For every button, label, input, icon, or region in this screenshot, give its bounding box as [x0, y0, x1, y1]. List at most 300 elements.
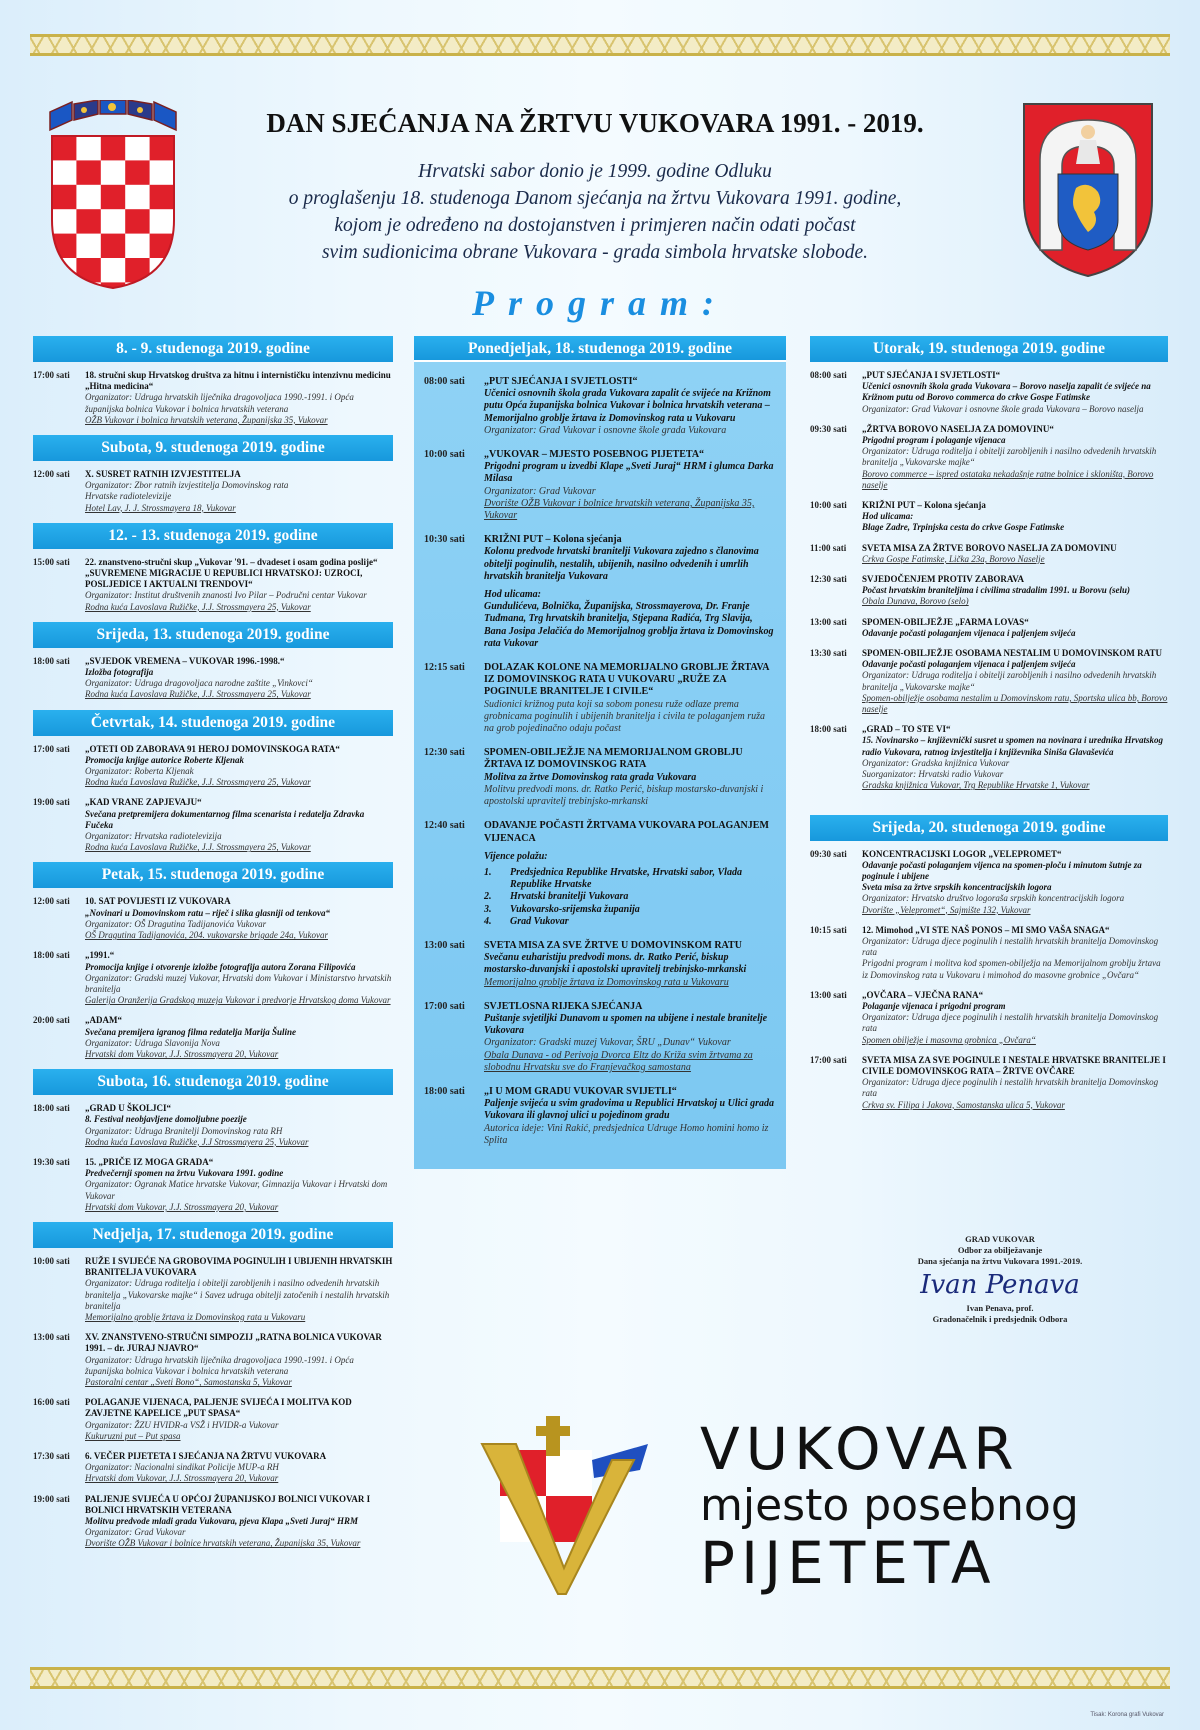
event-time: 17:30 sati [33, 1451, 70, 1461]
event-detail: Organizator: Gradski muzej Vukovar, ŠRU „Dunav“ Vukovar [484, 1037, 731, 1049]
event-detail: Organizator: Gradski muzej Vukovar, Hrvatski dom Vukovar i Ministarstvo hrvatskih branitelja [85, 972, 392, 994]
signature-name: Ivan Penava, prof. [966, 1303, 1034, 1313]
event-time: 18:00 sati [33, 950, 70, 961]
event-body [85, 1103, 393, 1148]
event-row [33, 1332, 393, 1388]
event-location: Borovo commerce – ispred ostataka nekadašnje ratne bolnice i skloništa, Borovo naselje [862, 468, 1154, 490]
checkerboard-square [76, 258, 100, 282]
event-time: 13:00 sati [810, 616, 847, 627]
event-row [33, 1157, 393, 1213]
event-time: 10:00 sati [424, 449, 465, 461]
event-subtitle: Svečana premijera igranog filma redatelja Marija Šuline [85, 1026, 297, 1037]
event-detail: Organizator: Udruga dragovoljaca narodne zaštite „Vinkovci“ [85, 678, 313, 689]
event-detail: Organizator: Grad Vukovar [85, 1527, 186, 1538]
event-body [85, 1256, 393, 1323]
event-body [484, 820, 776, 928]
day-spacer [810, 801, 1168, 815]
event-title: KRIŽNI PUT – Kolona sjećanja [862, 500, 986, 511]
checkerboard-square [125, 258, 149, 282]
list-text: Hrvatski branitelji Vukovara [510, 891, 629, 903]
wreath-list-item [484, 916, 776, 928]
event-body [85, 896, 393, 941]
event-subtitle: „Novinari u Domovinskom ratu – riječ i slika glasniji od tenkova“ [85, 907, 331, 918]
event-location: Memorijalno groblje žrtava iz Domovinskog rata u Vukovaru [484, 976, 729, 988]
event-subtitle: Izložba fotografija [85, 667, 154, 678]
event-body [85, 1494, 393, 1550]
day-header: Nedjelja, 17. studenoga 2019. godine [33, 1222, 393, 1248]
event-time: 18:00 sati [33, 655, 70, 666]
handwritten-signature: Ivan Penava [920, 1270, 1080, 1300]
event-detail: Hrvatske radiotelevizije [85, 491, 172, 502]
event-title: 15. „PRIČE IZ MOGA GRADA“ [85, 1156, 214, 1167]
event-row [424, 449, 776, 522]
event-detail: Organizator: Institut društvenih znanosti Ivo Pilar – Područni centar Vukovar [85, 590, 367, 601]
event-title: SVJEDOČENJEM PROTIV ZABORAVA [862, 574, 1025, 585]
event-row [33, 744, 393, 789]
event-row [424, 534, 776, 650]
event-row [33, 797, 393, 853]
event-detail: Molitvu predvodi mons. dr. Ratko Perić, biskup mostarsko-duvanjski i apostolski upravitelj trebinjsko-mrkanski [484, 783, 764, 808]
event-row [33, 1397, 393, 1442]
checkerboard-square [150, 282, 174, 290]
schedule-column-middle [414, 336, 786, 1169]
event-time: 12:00 sati [33, 469, 70, 480]
event-time: 18:00 sati [424, 1085, 465, 1097]
event-subtitle: Puštanje svjetiljki Dunavom u spomen na ubijene i nestale branitelje Vukovara [484, 1012, 768, 1037]
event-title: SVJETLOSNA RIJEKA SJEĆANJA [484, 1000, 643, 1012]
event-row [424, 662, 776, 735]
event-detail: Organizator: Nacionalni sindikat Policije MUP-a RH [85, 1462, 279, 1473]
event-detail: Organizator: OŠ Dragutina Tadijanovića Vukovar [85, 918, 267, 929]
event-body [484, 534, 776, 650]
event-time: 10:00 sati [810, 500, 847, 511]
event-title: SPOMEN-OBILJEŽJE OSOBAMA NESTALIM U DOMOVINSKOM RATU [862, 648, 1162, 659]
event-body [862, 617, 1168, 639]
event-location: Dvorište OŽB Vukovar i bolnice hrvatskih veterana, Županijska 35, Vukovar [484, 497, 755, 522]
event-title: „GRAD U ŠKOLJCI“ [85, 1103, 172, 1114]
event-title: 10. SAT POVIJESTI IZ VUKOVARA [85, 896, 231, 907]
event-detail: Organizator: Grad Vukovar i osnovne škole grada Vukovara [484, 424, 727, 436]
event-location: Pastoralni centar „Sveti Bono“, Samostanska 5, Vukovar [85, 1376, 292, 1387]
event-subtitle: Kolonu predvode hrvatski branitelji Vukovara zajedno s članovima obitelji poginulih, nestalih, ubijenih, nasilno odvedenih i umrlih hrvatskih branitelja Vukovara [484, 546, 759, 582]
event-row [33, 1103, 393, 1148]
event-title: PALJENJE SVIJEĆA U OPĆOJ ŽUPANIJSKOJ BOLNICI VUKOVAR I BOLNICI HRVATSKIH VETERANA [85, 1493, 371, 1515]
program-heading: Program: [472, 283, 728, 323]
event-subtitle: Prigodni program i polaganje vijenaca [862, 435, 1006, 446]
event-body [85, 797, 393, 853]
event-row [33, 656, 393, 701]
event-detail: Organizator: Udruga Slavonija Nova [85, 1037, 220, 1048]
event-detail: Organizator: Udruga djece poginulih i nestalih hrvatskih branitelja Domovinskog rata [862, 1077, 1159, 1099]
checkerboard-square [76, 209, 100, 233]
event-subtitle: Polaganje vijenaca i prigodni program [862, 1000, 1006, 1011]
vukovar-coat-of-arms [1018, 100, 1158, 280]
event-location: Rodna kuća Lavoslava Ružičke, J.J. Strossmayera 25, Vukovar [85, 842, 311, 853]
checkerboard-square [52, 136, 76, 160]
event-location: Spomen-obilježje osobama nestalim u Domovinskom ratu, Sportska ulica bb, Borovo naselje [862, 692, 1168, 715]
event-title: ODAVANJE POČASTI ŽRTVAMA VUKOVARA POLAGANJEM VIJENACA [484, 820, 769, 844]
event-location: Hrvatski dom Vukovar, J.J. Strossmayera 20, Vukovar [85, 1473, 279, 1484]
intro-line: svim sudionicima obrane Vukovara - grada simbola hrvatske slobode. [321, 242, 869, 263]
event-body [85, 1015, 393, 1060]
wreath-list-item [484, 867, 776, 891]
wreath-list-item [484, 891, 776, 903]
event-subtitle: Predvečernji spomen na žrtvu Vukovara 1991. godine [85, 1168, 284, 1179]
event-title: 22. znanstveno-stručni skup „Vukovar '91. – dvadeset i osam godina poslije“ „SUVREMENE MIGRACIJE U REPUBLICI HRVATSKOJ: UZROCI, POSLJEDICE I AKTUALNI TRENDOVI“ [85, 556, 378, 590]
event-row [810, 370, 1168, 415]
event-time: 19:30 sati [33, 1156, 70, 1167]
event-row [810, 1055, 1168, 1111]
day-header: Četvrtak, 14. studenoga 2019. godine [33, 710, 393, 736]
event-row [424, 1086, 776, 1147]
event-detail: Organizator: Udruga Branitelji Domovinskog rata RH [85, 1125, 283, 1136]
intro-line: kojom je određeno na dostojanstven i primjeren način odati počast [334, 215, 856, 236]
event-time: 12:30 sati [810, 574, 847, 585]
event-title: SPOMEN-OBILJEŽJE „FARMA LOVAS“ [862, 616, 1029, 627]
event-body [484, 449, 776, 522]
checkerboard-square [150, 185, 174, 209]
checkerboard-square [150, 136, 174, 160]
signature-org: GRAD VUKOVAR [965, 1234, 1035, 1244]
day-header: 12. - 13. studenoga 2019. godine [33, 523, 393, 549]
list-number: 4. [484, 915, 492, 927]
event-title: SVETA MISA ZA SVE ŽRTVE U DOMOVINSKOM RATU [484, 939, 742, 951]
event-time: 12:00 sati [33, 896, 70, 907]
event-time: 17:00 sati [424, 1000, 465, 1012]
event-row [810, 617, 1168, 639]
event-body [484, 940, 776, 989]
day-header: 8. - 9. studenoga 2019. godine [33, 336, 393, 362]
event-title: „SVJEDOK VREMENA – VUKOVAR 1996.-1998.“ [85, 655, 285, 666]
event-subtitle: Odavanje počasti polaganjem vijenaca i paljenjem svijeća [862, 659, 1076, 670]
event-time: 18:00 sati [810, 724, 847, 735]
event-detail: Organizator: Udruga hrvatskih liječnika dragovoljaca 1990.-1991. i Opća županijska bolnica Vukovar i bolnica hrvatskih veterana [85, 1354, 354, 1376]
event-time: 12:15 sati [424, 662, 465, 674]
signature-block [880, 1234, 1120, 1325]
event-row [810, 500, 1168, 534]
event-location: Rodna kuća Lavoslava Ružičke, J.J. Strossmayera 25, Vukovar [85, 777, 311, 788]
event-detail: Organizator: Hrvatsko društvo logoraša srpskih koncentracijskih logora [862, 893, 1125, 904]
event-detail: Prigodni program i molitva kod spomen-obilježja na Memorijalnom groblju žrtava iz Domovinskog rata u Vukovaru i mimohod do masovne grobnice „Ovčara“ [862, 958, 1161, 980]
event-body [484, 747, 776, 808]
event-time: 19:00 sati [33, 1493, 70, 1504]
event-location: Rodna kuća Lavoslava Ružičke, J.J. Strossmayera 25, Vukovar [85, 689, 311, 700]
event-body [862, 543, 1168, 565]
event-time: 18:00 sati [33, 1103, 70, 1114]
event-time: 17:00 sati [810, 1054, 847, 1065]
decorative-border-top [30, 34, 1170, 56]
event-body [862, 370, 1168, 415]
event-location: Hrvatski dom Vukovar, J.J. Strossmayera 20, Vukovar [85, 1201, 279, 1212]
day-header: Srijeda, 13. studenoga 2019. godine [33, 622, 393, 648]
event-row [33, 1015, 393, 1060]
event-body [484, 662, 776, 735]
event-body [862, 424, 1168, 491]
croatian-coat-of-arms [48, 100, 178, 290]
event-row [33, 469, 393, 514]
event-location: Kukuruzni put – Put spasa [85, 1430, 181, 1441]
event-title: „KAD VRANE ZAPJEVAJU“ [85, 797, 202, 808]
event-row [33, 1451, 393, 1485]
signature-committee-2: Dana sjećanja na žrtvu Vukovara 1991.-2019. [917, 1256, 1083, 1266]
event-row [424, 940, 776, 989]
event-location: Memorijalno groblje žrtava iz Domovinskog rata u Vukovaru [85, 1311, 306, 1322]
event-body [85, 1157, 393, 1213]
event-title: KONCENTRACIJSKI LOGOR „VELEPROMET“ [862, 848, 1062, 859]
event-subtitle: Blage Zadre, Trpinjska cesta do crkve Gospe Fatimske [862, 522, 1065, 533]
logo-line-2: mjesto posebnog [700, 1480, 1079, 1531]
event-title: POLAGANJE VIJENACA, PALJENJE SVIJEĆA I MOLITVA KOD ZAVJETNE KAPELICE „PUT SPASA“ [85, 1397, 352, 1419]
event-detail: Autorica ideje: Vini Rakić, predsjednica Udruge Homo homini homo iz Splita [484, 1122, 769, 1146]
event-detail: Organizator: Udruga roditelja i obitelji zarobljenih i nasilno odvedenih hrvatskih branitelja „Vukovarske majke“ [862, 670, 1157, 692]
event-row [810, 648, 1168, 715]
event-subtitle: Učenici osnovnih škola grada Vukovara – Borovo naselja zapalit će svijeće na Križnom putu od Borovo commerca do crkve Gospe Fatimske [862, 381, 1151, 403]
event-body [862, 500, 1168, 534]
event-subtitle: Odavanje počasti polaganjem vijenaca i paljenjem svijeća [862, 627, 1076, 638]
event-row [33, 1256, 393, 1323]
event-body [85, 370, 393, 426]
event-detail: Organizator: Udruga hrvatskih liječnika dragovoljaca 1990.-1991. i Opća županijska bolnica Vukovar i bolnica hrvatskih veterana [85, 392, 354, 414]
event-body [85, 744, 393, 789]
event-time: 09:30 sati [810, 423, 847, 434]
event-detail: Organizator: Udruga djece poginulih i nestalih hrvatskih branitelja Domovinskog rata [862, 935, 1159, 958]
event-time: 08:00 sati [424, 376, 465, 387]
intro-line: Hrvatski sabor donio je 1999. godine Odluku [418, 161, 772, 182]
wreath-list-item [484, 904, 776, 916]
event-body [85, 950, 393, 1006]
event-title: „ADAM“ [85, 1015, 122, 1026]
event-subtitle: Promocija knjige i otvorenje izložbe fotografija autora Zorana Filipovića [85, 961, 356, 972]
event-row [810, 849, 1168, 916]
event-subtitle: Molitva za žrtve Domovinskog rata grada Vukovara [484, 771, 697, 783]
logo-line-3: PIJETETA [700, 1529, 997, 1597]
event-row [424, 376, 776, 437]
event-detail: Organizator: Gradska knjižnica Vukovar [862, 757, 1010, 768]
event-row [424, 820, 776, 928]
event-title: SVETA MISA ZA SVE POGINULE I NESTALE HRVATSKE BRANITELJE I CIVILE DOMOVINSKOG RATA – ŽRTVE OVČARE [862, 1054, 1166, 1076]
event-body [862, 724, 1168, 791]
checkerboard-square [52, 282, 76, 290]
event-detail: Organizator: ŽZU HVIDR-a VSŽ i HVIDR-a Vukovar [85, 1419, 279, 1430]
event-title: „1991.“ [85, 950, 115, 961]
day-header: Utorak, 19. studenoga 2019. godine [810, 336, 1168, 362]
event-body [484, 1001, 776, 1074]
event-time: 11:00 sati [810, 542, 847, 553]
list-number: 1. [484, 866, 492, 878]
event-location: Obala Dunava, Borovo (selo) [862, 596, 969, 607]
event-detail: Organizator: Udruga roditelja i obitelji zarobljenih i nasilno odvedenih hrvatskih branitelja „Vukovarske majke“ [862, 446, 1157, 468]
event-time: 19:00 sati [33, 797, 70, 808]
event-row [810, 574, 1168, 608]
event-title: 18. stručni skup Hrvatskog društva za hitnu i internističku intenzivnu medicinu „Hitna medicina“ [85, 370, 391, 392]
event-location: Dvorište „Velepromet“, Sajmište 132, Vukovar [862, 904, 1031, 915]
checkerboard-square [125, 209, 149, 233]
event-row [424, 1001, 776, 1074]
intro-line: o proglašenju 18. studenoga Danom sjećanja na žrtvu Vukovara 1991. godine, [288, 188, 902, 209]
event-location: Obala Dunava - od Perivoja Dvorca Eltz do Križa svim žrtvama za slobodnu Hrvatsku sve do Franjevačkog samostana [484, 1049, 753, 1073]
event-detail: Organizator: Udruga djece poginulih i nestalih hrvatskih branitelja Domovinskog rata [862, 1012, 1159, 1034]
event-subtitle: 15. Novinarsko – književnički susret u spomen na novinara i urednika Hrvatskog radio Vukovara, ratnog izvjestitelja i književnika Siniša Glavaševića [862, 735, 1164, 757]
event-detail: Organizator: Grad Vukovar [484, 485, 596, 497]
vukovar-v-logo [472, 1398, 662, 1598]
checkerboard-square [52, 185, 76, 209]
print-credit: Tisak: Korona grafi Vukovar [1090, 1712, 1164, 1718]
event-row [810, 424, 1168, 491]
event-subtitle: Svečanu euharistiju predvodi mons. dr. Ratko Perić, biskup mostarsko-duvanjski i apostolski upravitelj trebinjsko-mrkanski [484, 952, 747, 976]
event-body [862, 849, 1168, 916]
event-time: 12:30 sati [424, 747, 465, 759]
event-title: „PUT SJEĆANJA I SVJETLOSTI“ [484, 376, 638, 387]
vukovar-logo-text [700, 1415, 1140, 1597]
event-time: 16:00 sati [33, 1397, 70, 1408]
event-subtitle: Prigodni program u izvedbi Klape „Sveti Juraj“ HRM i glumca Darka Milasa [484, 461, 774, 485]
event-title: „VUKOVAR – MJESTO POSEBNOG PIJETETA“ [484, 449, 705, 461]
event-body [862, 925, 1168, 981]
event-time: 13:00 sati [424, 939, 465, 951]
event-row [810, 925, 1168, 981]
event-detail: Organizator: Ogranak Matice hrvatske Vukovar, Gimnazija Vukovar i Hrvatski dom Vukovar [85, 1179, 388, 1201]
event-body [85, 469, 393, 514]
list-text: Vukovarsko-srijemska županija [510, 903, 640, 915]
event-time: 15:00 sati [33, 556, 70, 567]
event-time: 10:00 sati [33, 1255, 70, 1266]
checkerboard-square [101, 185, 125, 209]
event-location: Hrvatski dom Vukovar, J.J. Strossmayera 20, Vukovar [85, 1048, 279, 1059]
event-subtitle: Počast hrvatskim braniteljima i civilima stradalim 1991. u Borovu (selu) [862, 585, 1131, 596]
event-time: 17:00 sati [33, 743, 70, 754]
event-subtitle: Vijence polažu: [484, 850, 548, 862]
event-subtitle: Gundulićeva, Bolnička, Županijska, Strossmayerova, Dr. Franje Tuđmana, Trg hrvatskih branitelja, Stjepana Radića, Trg Slavija, Bana Josipa Jelačića do Memorijalnog groblja žrtava iz Domovinskog rata Vukovar [484, 601, 774, 649]
schedule-column-right [810, 336, 1168, 1120]
event-location: Galerija Oranžerija Gradskog muzeja Vukovar i predvorje Hrvatskog doma Vukovar [85, 995, 391, 1006]
event-title: 12. Mimohod „VI STE NAŠ PONOS – MI SMO VAŠA SNAGA“ [862, 924, 1110, 935]
event-title: 6. VEČER PIJETETA I SJEĆANJA NA ŽRTVU VUKOVARA [85, 1451, 327, 1461]
signature-role: Gradonačelnik i predsjednik Odbora [932, 1314, 1068, 1324]
event-location: Rodna kuća Lavoslava Ružičke, J.J. Strossmayera 25, Vukovar [85, 601, 311, 612]
event-body [862, 1055, 1168, 1111]
day-header: Srijeda, 20. studenoga 2019. godine [810, 815, 1168, 841]
event-time: 17:00 sati [33, 370, 70, 380]
event-time: 10:30 sati [424, 534, 465, 546]
list-number: 2. [484, 891, 492, 903]
event-location: Rodna kuća Lavoslava Ružičke, J.J Strossmayera 25, Vukovar [85, 1136, 309, 1147]
event-title: „OTETI OD ZABORAVA 91 HEROJ DOMOVINSKOGA RATA“ [85, 743, 340, 754]
event-body [85, 1332, 393, 1388]
schedule-column-left [33, 336, 393, 1559]
intro-text [190, 158, 1000, 266]
event-location: Crkva sv. Filipa i Jakova, Samostanska ulica 5, Vukovar [862, 1099, 1065, 1110]
checkerboard-square [101, 234, 125, 258]
event-title: „OVČARA – VJEČNA RANA“ [862, 989, 984, 1000]
event-detail: Organizator: Zbor ratnih izvjestitelja Domovinskog rata [85, 480, 289, 491]
event-time: 20:00 sati [33, 1015, 70, 1026]
event-subtitle: Učenici osnovnih škola grada Vukovara zapalit će svijeće na Križnom putu Opća županijska bolnica Vukovar i bolnica hrvatskih veterana – Memorijalno groblje žrtava iz Domovinskog rata u Vukovaru [484, 388, 771, 424]
event-time: 12:40 sati [424, 820, 465, 832]
event-row [424, 747, 776, 808]
event-time: 13:30 sati [810, 648, 847, 659]
checkerboard-square [101, 136, 125, 160]
event-title: DOLAZAK KOLONE NA MEMORIJALNO GROBLJE ŽRTAVA IZ DOMOVINSKOG RATA U VUKOVARU „RUŽE ZA POGINULE BRANITELJE I CIVILE“ [484, 662, 769, 698]
event-row [810, 724, 1168, 791]
event-detail: Sudionici križnog puta koji sa sobom ponesu ruže odlaze prema grobnicama poginulih i ubijenih branitelja i civila te polaganjem ruža na grob pojedinačno odaju počast [484, 698, 765, 735]
event-location: Dvorište OŽB Vukovar i bolnice hrvatskih veterana, Županijska 35, Vukovar [85, 1538, 361, 1549]
list-number: 3. [484, 903, 492, 915]
event-body [85, 656, 393, 701]
event-title: „ŽRTVA BOROVO NASELJA ZA DOMOVINU“ [862, 423, 1054, 434]
event-subtitle: Molitvu predvode mladi grada Vukovara, pjeva Klapa „Sveti Juraj“ HRM [85, 1516, 359, 1527]
event-time: 10:15 sati [810, 924, 847, 935]
checkerboard-square [76, 160, 100, 184]
event-row [33, 1494, 393, 1550]
event-title: „GRAD – TO STE VI“ [862, 724, 951, 735]
page-title: DAN SJEĆANJA NA ŽRTVU VUKOVARA 1991. - 2019. [266, 108, 924, 138]
event-subtitle: Paljenje svijeća u svim gradovima u Republici Hrvatskoj u Ulici grada Vukovara ili glavnoj ulici u pojedinom gradu [484, 1098, 774, 1122]
event-title: RUŽE I SVIJEĆE NA GROBOVIMA POGINULIH I UBIJENIH HRVATSKIH BRANITELJA VUKOVARA [85, 1255, 393, 1278]
event-title: XV. ZNANSTVENO-STRUČNI SIMPOZIJ „RATNA BOLNICA VUKOVAR 1991. – dr. JURAJ NJAVRO“ [85, 1332, 382, 1354]
checkerboard-square [125, 160, 149, 184]
logo-line-1: VUKOVAR [700, 1415, 1020, 1483]
event-body [484, 1086, 776, 1147]
event-subtitle: Hod ulicama: [862, 511, 914, 522]
event-subtitle: Odavanje počasti polaganjem vijenca na spomen-ploču i minutom šutnje za poginule i ubijene [862, 859, 1142, 881]
event-title: X. SUSRET RATNIH IZVJESTITELJA [85, 469, 241, 480]
event-subtitle: 8. Festival neobjavljene domoljubne poezije [85, 1114, 247, 1125]
event-detail: Organizator: Grad Vukovar i osnovne škole grada Vukovara – Borovo naselja [862, 403, 1144, 414]
event-row [33, 370, 393, 426]
event-body [85, 557, 393, 613]
event-title: SVETA MISA ZA ŽRTVE BOROVO NASELJA ZA DOMOVINU [862, 542, 1117, 553]
event-body [85, 1451, 393, 1485]
event-time: 13:00 sati [33, 1332, 70, 1343]
day-header: Subota, 16. studenoga 2019. godine [33, 1069, 393, 1095]
event-time: 08:00 sati [810, 370, 847, 380]
event-body [862, 990, 1168, 1046]
event-subtitle: Sveta misa za žrtve srpskih koncentracijskih logora [862, 882, 1052, 893]
event-row [33, 950, 393, 1006]
event-row [33, 557, 393, 613]
event-row [810, 543, 1168, 565]
event-row [810, 990, 1168, 1046]
event-location: OŽB Vukovar i bolnica hrvatskih veterana, Županijska 35, Vukovar [85, 414, 328, 425]
event-title: „PUT SJEĆANJA I SVJETLOSTI“ [862, 370, 1001, 380]
event-body [862, 648, 1168, 715]
event-time: 09:30 sati [810, 848, 847, 859]
event-detail: Organizator: Roberta Kljenak [85, 766, 194, 777]
event-detail: Organizator: Hrvatska radiotelevizija [85, 831, 222, 842]
wreath-list [484, 867, 776, 928]
event-time: 13:00 sati [810, 989, 847, 1000]
event-title: SPOMEN-OBILJEŽJE NA MEMORIJALNOM GROBLJU ŽRTAVA IZ DOMOVINSKOG RATA [484, 747, 743, 771]
event-subtitle: Hod ulicama: [484, 589, 541, 601]
event-location: Hotel Lav, J. J. Strossmayera 18, Vukovar [85, 502, 236, 513]
day-header: Petak, 15. studenoga 2019. godine [33, 862, 393, 888]
event-location: Spomen obilježje i masovna grobnica „Ovčara“ [862, 1034, 1036, 1045]
event-detail: Organizator: Udruga roditelja i obitelji zarobljenih i nasilno odvedenih hrvatskih branitelja „Vukovarske majke“ i Savez udruga obitelji zatočenih i nestalih hrvatskih branitelja [85, 1278, 390, 1311]
day-header: Subota, 9. studenoga 2019. godine [33, 435, 393, 461]
event-body [85, 1397, 393, 1442]
event-location: Gradska knjižnica Vukovar, Trg Republike Hrvatske 1, Vukovar [862, 780, 1090, 791]
event-location: Crkva Gospe Fatimske, Lička 23a, Borovo Naselje [862, 553, 1045, 564]
list-text: Predsjednica Republike Hrvatske, Hrvatski sabor, Vlada Republike Hrvatske [510, 866, 742, 891]
event-title: KRIŽNI PUT – Kolona sjećanja [484, 534, 622, 546]
event-body [484, 376, 776, 437]
event-row [33, 896, 393, 941]
signature-committee: Odbor za obilježavanje [957, 1245, 1043, 1255]
decorative-border-bottom [30, 1667, 1170, 1689]
event-body [862, 574, 1168, 608]
event-subtitle: Promocija knjige autorice Roberte Kljenak [85, 754, 244, 765]
day-header: Ponedjeljak, 18. studenoga 2019. godine [414, 336, 786, 362]
